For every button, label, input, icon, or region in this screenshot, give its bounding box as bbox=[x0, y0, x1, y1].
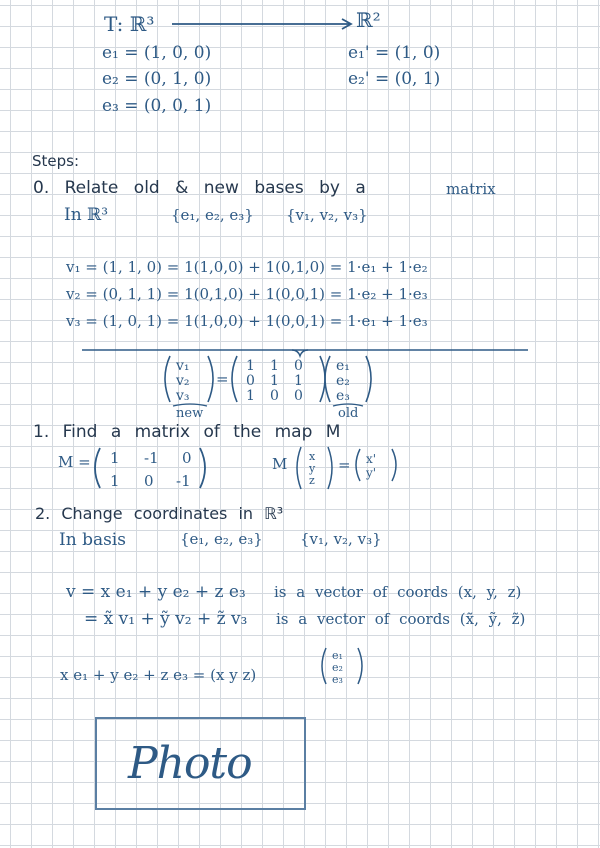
step2-title: 2. Change coordinates in ℝ³ bbox=[35, 504, 284, 523]
vector-decomp-old: v = x e₁ + y e₂ + z e₃ bbox=[66, 582, 246, 602]
matrix-cell: 1 bbox=[246, 358, 255, 374]
relation-v1: v₁ = (1, 1, 0) = 1(1,0,0) + 1(0,1,0) = 1·e₁ + 1·e₂ bbox=[66, 258, 428, 276]
rhs-e2: e₂ bbox=[336, 373, 350, 389]
vec-x-prime: x' bbox=[366, 452, 377, 466]
target-space: ℝ² bbox=[356, 8, 381, 32]
basis-e1: e₁ = (1, 0, 0) bbox=[102, 43, 212, 63]
steps-heading: Steps: bbox=[32, 152, 80, 170]
col-e1: e₁ bbox=[332, 649, 343, 662]
relation-v3: v₃ = (1, 0, 1) = 1(1,0,0) + 1(0,0,1) = 1·e₁ + 1·e₃ bbox=[66, 312, 428, 330]
matrix-cell: 0 bbox=[182, 449, 192, 467]
old-label: old bbox=[338, 406, 359, 421]
step2-old-basis: {e₁, e₂, e₃} bbox=[180, 530, 263, 548]
rhs-e1: e₁ bbox=[336, 358, 350, 374]
col-e2: e₂ bbox=[332, 661, 343, 674]
matrix-cell: 1 bbox=[110, 472, 120, 490]
product-expression: x e₁ + y e₂ + z e₃ = (x y z) bbox=[60, 666, 257, 684]
relation-v2: v₂ = (0, 1, 1) = 1(0,1,0) + 1(0,0,1) = 1·e₂ + 1·e₃ bbox=[66, 285, 428, 303]
matrix-cell: 0 bbox=[144, 472, 154, 490]
step0-title: 0. Relate old & new bases by a bbox=[33, 178, 366, 198]
vec-x: x bbox=[309, 450, 316, 463]
step0-new-basis: {v₁, v₂, v₃} bbox=[286, 206, 368, 224]
step0-matrix-word: matrix bbox=[446, 180, 496, 198]
matrix-cell: -1 bbox=[176, 472, 191, 490]
step2-new-basis: {v₁, v₂, v₃} bbox=[300, 530, 382, 548]
rhs-e3: e₃ bbox=[336, 388, 350, 404]
step1-title: 1. Find a matrix of the map M bbox=[33, 422, 341, 442]
m-apply: M bbox=[272, 455, 288, 473]
m-label: M = bbox=[58, 453, 91, 471]
basis-e1-prime: e₁' = (1, 0) bbox=[348, 43, 441, 63]
basis-e3: e₃ = (0, 0, 1) bbox=[102, 96, 212, 116]
coords-new-note: is a vector of coords (x̃, ỹ, z̃) bbox=[276, 610, 526, 628]
vec-y-prime: y' bbox=[366, 466, 377, 480]
photo-label: Photo bbox=[128, 738, 252, 789]
matrix-cell: -1 bbox=[144, 449, 159, 467]
equals-sign: = bbox=[216, 370, 229, 388]
matrix-cell: 1 bbox=[270, 373, 279, 389]
matrix-cell: 1 bbox=[246, 388, 255, 404]
equals-sign: = bbox=[338, 456, 351, 474]
basis-e2-prime: e₂' = (0, 1) bbox=[348, 69, 441, 89]
step2-in-basis: In basis bbox=[59, 530, 126, 550]
step0-in: In ℝ³ bbox=[64, 205, 109, 225]
basis-e2: e₂ = (0, 1, 0) bbox=[102, 69, 212, 89]
matrix-cell: 1 bbox=[110, 449, 120, 467]
new-label: new bbox=[176, 406, 204, 421]
coords-old-note: is a vector of coords (x, y, z) bbox=[274, 583, 522, 601]
matrix-cell: 1 bbox=[294, 373, 303, 389]
matrix-cell: 0 bbox=[270, 388, 279, 404]
map-label: T: ℝ³ bbox=[104, 12, 155, 36]
lhs-v2: v₂ bbox=[176, 373, 190, 389]
vec-z: z bbox=[309, 474, 315, 487]
vector-decomp-new: = x̃ v₁ + ỹ v₂ + z̃ v₃ bbox=[84, 609, 248, 629]
col-e3: e₃ bbox=[332, 673, 343, 686]
matrix-cell: 0 bbox=[246, 373, 255, 389]
lhs-v3: v₃ bbox=[176, 388, 190, 404]
vec-y: y bbox=[309, 462, 316, 475]
step0-old-basis: {e₁, e₂, e₃} bbox=[171, 206, 254, 224]
lhs-v1: v₁ bbox=[176, 358, 190, 374]
matrix-cell: 0 bbox=[294, 388, 303, 404]
matrix-cell: 1 bbox=[270, 358, 279, 374]
matrix-cell: 0 bbox=[294, 358, 303, 374]
